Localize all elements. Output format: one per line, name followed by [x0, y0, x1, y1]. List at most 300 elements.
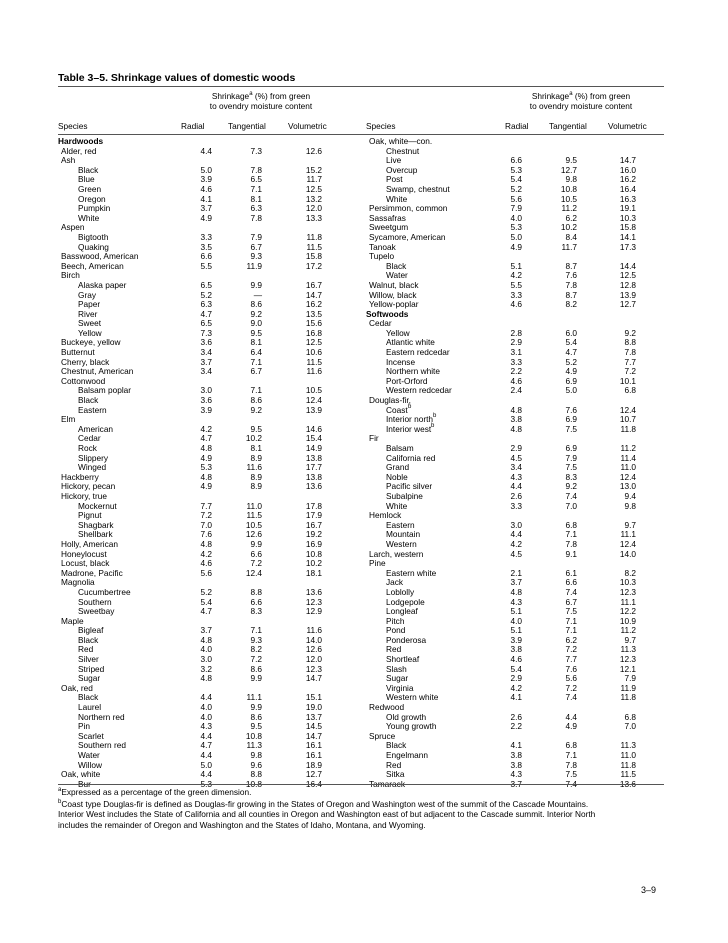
volumetric-value: 15.2 [305, 164, 322, 175]
radial-value: 6.6 [200, 251, 212, 262]
tangential-value: 8.4 [565, 231, 577, 242]
radial-value: 4.0 [510, 212, 522, 223]
volumetric-value: 12.4 [619, 404, 636, 415]
volumetric-value: 19.0 [305, 702, 322, 713]
species-name: Bigtooth [78, 231, 109, 242]
radial-value: 2.6 [510, 711, 522, 722]
tangential-value: 8.7 [565, 289, 577, 300]
tangential-value: 5.0 [565, 385, 577, 396]
volumetric-value: 13.6 [305, 586, 322, 597]
radial-value: 5.6 [200, 567, 212, 578]
species-name: Cucumbertree [78, 586, 131, 597]
radial-value: 4.7 [200, 740, 212, 751]
volumetric-value: 16.9 [305, 538, 322, 549]
species-name: Bur [78, 778, 91, 789]
tangential-value: 7.1 [565, 529, 577, 540]
volumetric-value: 11.3 [620, 644, 636, 655]
volumetric-value: 12.5 [305, 337, 322, 348]
species-name: Eastern [78, 404, 107, 415]
volumetric-value: 16.2 [619, 174, 636, 185]
species-name: Grand [386, 462, 410, 473]
radial-value: 2.9 [510, 673, 522, 684]
radial-value: 3.0 [200, 654, 212, 665]
radial-value: 6.6 [510, 155, 522, 166]
species-name: Black [78, 634, 99, 645]
col-header-volumetric: Volumetric [608, 121, 647, 131]
species-name: Hardwoods [58, 136, 104, 146]
tangential-value: 6.6 [250, 548, 262, 559]
species-name: Western redcedar [386, 385, 452, 396]
tangential-value: 11.3 [246, 740, 262, 751]
tangential-value: — [253, 289, 262, 300]
tangential-value: 9.6 [250, 759, 262, 770]
volumetric-value: 9.2 [624, 327, 636, 338]
species-name: California red [386, 452, 436, 463]
radial-value: 7.0 [200, 519, 212, 530]
radial-value: 3.9 [510, 634, 522, 645]
tangential-value: 7.1 [250, 625, 262, 636]
volumetric-value: 14.1 [619, 231, 636, 242]
tangential-value: 7.4 [565, 586, 577, 597]
volumetric-value: 6.8 [624, 711, 636, 722]
species-name: Pine [369, 558, 386, 569]
volumetric-value: 11.0 [620, 750, 636, 760]
radial-value: 4.8 [510, 404, 522, 415]
radial-value: 4.4 [200, 730, 212, 741]
radial-value: 4.2 [200, 423, 212, 434]
volumetric-value: 14.7 [305, 289, 322, 300]
volumetric-value: 15.6 [305, 318, 322, 329]
species-name: Pitch [386, 615, 405, 626]
tangential-value: 11.0 [246, 500, 262, 511]
volumetric-value: 11.3 [620, 740, 636, 751]
footnote-marker: b [408, 403, 412, 410]
species-name: Eastern [386, 519, 415, 530]
tangential-value: 7.5 [565, 769, 577, 780]
volumetric-value: 12.3 [305, 663, 322, 674]
tangential-value: 7.1 [250, 356, 262, 367]
radial-value: 4.9 [200, 212, 212, 223]
species-name: Striped [78, 663, 105, 674]
tangential-value: 7.8 [565, 538, 577, 549]
radial-value: 4.5 [510, 452, 522, 463]
species-name: Shortleaf [386, 654, 420, 665]
species-name: Rock [78, 443, 97, 453]
tangential-value: 7.5 [565, 423, 577, 434]
radial-value: 5.1 [510, 625, 522, 636]
table-row [58, 626, 338, 636]
top-rule [58, 86, 664, 87]
volumetric-value: 12.8 [619, 279, 636, 290]
radial-value: 2.6 [510, 490, 522, 501]
species-name: Maple [61, 615, 84, 626]
table-row [58, 434, 338, 444]
radial-value: 4.4 [510, 529, 522, 540]
radial-value: 4.6 [510, 299, 522, 310]
table-row [58, 713, 338, 723]
radial-value: 3.8 [510, 644, 522, 655]
species-name: Basswood, American [61, 251, 139, 262]
volumetric-value: 7.8 [624, 347, 636, 358]
species-name: Red [78, 644, 94, 655]
radial-value: 7.2 [200, 510, 212, 521]
species-name: Douglas-fir, [369, 395, 411, 406]
tangential-value: 4.7 [565, 347, 577, 358]
radial-value: 5.6 [510, 193, 522, 204]
radial-value: 4.3 [510, 596, 522, 607]
tangential-value: 8.8 [250, 586, 262, 597]
tangential-value: 5.4 [565, 337, 577, 348]
species-name: Incense [386, 356, 416, 367]
species-name: Mockernut [78, 500, 117, 511]
tangential-value: 9.9 [250, 538, 262, 549]
group-header-left: Shrinkage$^a$ (%) from green to ovendry moisture content [209, 90, 313, 111]
species-name: Loblolly [386, 586, 415, 597]
species-name: Pignut [78, 510, 102, 521]
radial-value: 2.9 [510, 443, 522, 453]
volumetric-value: 16.1 [305, 740, 322, 751]
species-name: Coast [386, 404, 408, 415]
table-row [366, 310, 656, 320]
species-name: Alaska paper [78, 279, 127, 290]
tangential-value: 11.2 [561, 203, 577, 214]
tangential-value: 6.6 [565, 577, 577, 588]
tangential-value: 7.1 [565, 750, 577, 760]
tangential-value: 8.1 [250, 193, 262, 204]
radial-value: 4.2 [510, 270, 522, 281]
species-name: Tamarack [369, 778, 405, 789]
tangential-value: 6.0 [565, 327, 577, 338]
radial-value: 4.2 [510, 538, 522, 549]
species-name: Red [386, 759, 402, 770]
col-header-radial: Radial [505, 121, 529, 131]
species-name: Quaking [78, 241, 109, 252]
volumetric-value: 10.5 [305, 385, 322, 396]
species-name: Silver [78, 654, 99, 665]
volumetric-value: 16.2 [305, 299, 322, 310]
col-header-radial: Radial [181, 121, 205, 131]
tangential-value: 6.1 [565, 567, 577, 578]
tangential-value: 9.0 [250, 318, 262, 329]
radial-value: 2.9 [510, 337, 522, 348]
species-name: Honeylocust [61, 548, 107, 559]
tangential-value: 7.8 [250, 212, 262, 223]
table-row [58, 386, 338, 396]
species-name: Green [78, 183, 102, 194]
tangential-value: 8.2 [250, 644, 262, 655]
species-name: Pumpkin [78, 203, 111, 214]
species-name: Northern red [78, 711, 125, 722]
volumetric-value: 11.8 [620, 423, 636, 434]
table-row [366, 243, 656, 253]
volumetric-value: 19.1 [619, 203, 636, 214]
table-row [58, 291, 338, 301]
species-name: Western white [386, 692, 439, 703]
tangential-value: 10.8 [245, 778, 262, 789]
species-name: Hackberry [61, 471, 99, 482]
volumetric-value: 13.9 [619, 289, 636, 300]
table-row [366, 550, 656, 560]
species-name: Black [386, 740, 407, 751]
species-name: Oak, white [61, 769, 101, 780]
tangential-value: 7.1 [250, 385, 262, 396]
table-row [58, 741, 338, 751]
table-row [58, 137, 338, 147]
table-row [58, 166, 338, 176]
volumetric-value: 12.2 [619, 606, 636, 617]
species-name: Yellow-poplar [369, 299, 419, 310]
tangential-value: 11.7 [561, 241, 577, 252]
table-row [58, 665, 338, 675]
table-row [58, 406, 338, 416]
species-name: Mountain [386, 529, 421, 540]
volumetric-value: 12.6 [305, 644, 322, 655]
volumetric-value: 12.1 [619, 663, 636, 674]
table-row [366, 300, 656, 310]
volumetric-value: 12.7 [305, 769, 322, 780]
radial-value: 3.7 [200, 625, 212, 636]
tangential-value: 8.6 [250, 711, 262, 722]
table-row [58, 214, 338, 224]
volumetric-value: 12.6 [305, 145, 322, 156]
tangential-value: 7.2 [250, 654, 262, 665]
volumetric-value: 17.7 [305, 462, 322, 473]
volumetric-value: 11.5 [620, 769, 636, 780]
species-name: Madrone, Pacific [61, 567, 123, 578]
footnote-marker: b [433, 413, 437, 420]
volumetric-value: 8.8 [624, 337, 636, 348]
radial-value: 2.8 [510, 327, 522, 338]
species-name: Shellbark [78, 529, 113, 540]
tangential-value: 7.6 [565, 663, 577, 674]
volumetric-value: 14.5 [305, 721, 322, 732]
radial-value: 3.6 [200, 395, 212, 406]
radial-value: 3.4 [510, 462, 522, 473]
species-name: White [386, 193, 408, 204]
radial-value: 2.1 [510, 567, 522, 578]
radial-value: 4.8 [200, 443, 212, 453]
volumetric-value: 10.2 [305, 558, 322, 569]
volumetric-value: 13.8 [305, 452, 322, 463]
species-name: Black [78, 395, 99, 406]
species-name: Port-Orford [386, 375, 428, 386]
col-header-tangential: Tangential [549, 121, 587, 131]
radial-value: 5.3 [200, 462, 212, 473]
volumetric-value: 13.8 [305, 471, 322, 482]
species-name: Black [78, 164, 99, 175]
tangential-value: 10.5 [245, 519, 262, 530]
radial-value: 5.4 [510, 174, 522, 185]
tangential-value: 6.7 [565, 596, 577, 607]
volumetric-value: 11.8 [306, 231, 322, 242]
volumetric-value: 16.1 [305, 750, 322, 760]
radial-value: 5.1 [510, 606, 522, 617]
tangential-value: 5.6 [565, 673, 577, 684]
species-name: Aspen [61, 222, 85, 233]
volumetric-value: 12.4 [619, 538, 636, 549]
volumetric-value: 13.0 [619, 481, 636, 492]
tangential-value: 6.3 [250, 203, 262, 214]
species-name: Live [386, 155, 402, 166]
species-name: Engelmann [386, 750, 428, 760]
radial-value: 3.7 [200, 356, 212, 367]
radial-value: 3.3 [510, 500, 522, 511]
species-name: Walnut, black [369, 279, 419, 290]
tangential-value: 8.9 [250, 481, 262, 492]
tangential-value: 9.5 [565, 155, 577, 166]
species-name: Southern red [78, 740, 126, 751]
radial-value: 3.1 [510, 347, 522, 358]
volumetric-value: 12.0 [305, 203, 322, 214]
tangential-value: 9.8 [250, 750, 262, 760]
species-name: Sugar [78, 673, 101, 684]
tangential-value: 8.3 [565, 471, 577, 482]
species-name: Scarlet [78, 730, 104, 741]
species-name: Hemlock [369, 510, 402, 521]
radial-value: 4.0 [510, 615, 522, 626]
radial-value: 4.3 [510, 769, 522, 780]
tangential-value: 4.9 [565, 721, 577, 732]
radial-value: 5.2 [200, 586, 212, 597]
species-name: Tanoak [369, 241, 396, 252]
radial-value: 5.5 [200, 260, 212, 271]
tangential-value: 6.8 [565, 740, 577, 751]
table-row [366, 422, 656, 435]
volumetric-value: 10.3 [619, 212, 636, 223]
tangential-value: 7.5 [565, 462, 577, 473]
volumetric-value: 11.0 [620, 462, 636, 473]
radial-value: 4.5 [510, 548, 522, 559]
volumetric-value: 14.7 [305, 730, 322, 741]
tangential-value: 12.4 [245, 567, 262, 578]
species-name: Sweetbay [78, 606, 115, 617]
table-row [58, 645, 338, 655]
volumetric-value: 11.9 [620, 682, 636, 693]
radial-value: 4.0 [200, 702, 212, 713]
radial-value: 6.5 [200, 279, 212, 290]
table-row [58, 147, 338, 157]
volumetric-value: 16.7 [305, 279, 322, 290]
tangential-value: 7.4 [565, 692, 577, 703]
radial-value: 3.5 [200, 241, 212, 252]
tangential-value: 7.4 [565, 490, 577, 501]
tangential-value: 6.9 [565, 443, 577, 453]
table-row [58, 281, 338, 291]
radial-value: 4.1 [510, 740, 522, 751]
species-name: Water [78, 750, 100, 760]
tangential-value: 7.1 [250, 183, 262, 194]
tangential-value: 7.8 [565, 759, 577, 770]
tangential-value: 7.2 [250, 558, 262, 569]
species-name: Northern white [386, 366, 440, 377]
species-name: Sitka [386, 769, 405, 780]
species-name: Buckeye, yellow [61, 337, 121, 348]
species-name: Cottonwood [61, 375, 106, 386]
tangential-value: 7.7 [565, 654, 577, 665]
radial-value: 4.8 [200, 471, 212, 482]
volumetric-value: 13.9 [305, 404, 322, 415]
species-name: Sassafras [369, 212, 406, 223]
radial-value: 4.4 [200, 769, 212, 780]
species-name: Pacific silver [386, 481, 433, 492]
tangential-value: 9.3 [250, 251, 262, 262]
tangential-value: 11.9 [246, 260, 262, 271]
species-name: Hickory, true [61, 490, 107, 501]
table-row [58, 300, 338, 310]
radial-value: 2.4 [510, 385, 522, 396]
species-name: Redwood [369, 702, 405, 713]
volumetric-value: 18.1 [305, 567, 322, 578]
radial-value: 4.0 [200, 711, 212, 722]
volumetric-value: 7.0 [624, 721, 636, 732]
species-name: Pin [78, 721, 90, 732]
species-name: Beech, American [61, 260, 124, 271]
radial-value: 4.4 [200, 692, 212, 703]
volumetric-value: 14.0 [619, 548, 636, 559]
species-name: Tupelo [369, 251, 395, 262]
species-name: Lodgepole [386, 596, 425, 607]
tangential-value: 7.2 [565, 682, 577, 693]
volumetric-value: 18.9 [305, 759, 322, 770]
species-name: Fir [369, 433, 379, 444]
volumetric-value: 9.4 [624, 490, 636, 501]
volumetric-value: 14.7 [305, 673, 322, 684]
radial-value: 4.3 [200, 721, 212, 732]
radial-value: 4.4 [200, 750, 212, 760]
species-name: Oak, white—con. [369, 136, 433, 146]
radial-value: 3.9 [200, 174, 212, 185]
species-name: Swamp, chestnut [386, 183, 450, 194]
volumetric-value: 15.8 [619, 222, 636, 233]
volumetric-value: 7.2 [624, 366, 636, 377]
volumetric-value: 10.8 [305, 548, 322, 559]
species-name: White [78, 212, 100, 223]
volumetric-value: 14.6 [305, 423, 322, 434]
table-row [58, 770, 338, 780]
volumetric-value: 8.2 [624, 567, 636, 578]
tangential-value: 7.4 [565, 778, 577, 789]
tangential-value: 8.6 [250, 299, 262, 310]
species-name: Subalpine [386, 490, 423, 501]
species-name: Holly, American [61, 538, 119, 549]
volumetric-value: 14.7 [619, 155, 636, 166]
volumetric-value: 11.8 [620, 759, 636, 770]
radial-value: 4.3 [510, 471, 522, 482]
species-name: Sweet [78, 318, 102, 329]
tangential-value: 9.3 [250, 634, 262, 645]
tangential-value: 7.3 [250, 145, 262, 156]
radial-value: 6.3 [200, 299, 212, 310]
radial-value: 4.9 [200, 452, 212, 463]
tangential-value: 6.5 [250, 174, 262, 185]
species-name: Old growth [386, 711, 427, 722]
volumetric-value: 9.7 [624, 634, 636, 645]
species-name: Bigleaf [78, 625, 104, 636]
radial-value: 5.0 [200, 164, 212, 175]
volumetric-value: 13.7 [305, 711, 322, 722]
species-name: Western [386, 538, 417, 549]
tangential-value: 9.9 [250, 702, 262, 713]
species-name: Cherry, black [61, 356, 110, 367]
footnotes [58, 785, 678, 830]
tangential-value: 10.2 [560, 222, 577, 233]
species-name: Young growth [386, 721, 437, 732]
species-name: Willow [78, 759, 102, 770]
tangential-value: 9.2 [565, 481, 577, 492]
radial-value: 4.9 [510, 241, 522, 252]
radial-value: 3.8 [510, 750, 522, 760]
radial-value: 3.8 [510, 414, 522, 425]
